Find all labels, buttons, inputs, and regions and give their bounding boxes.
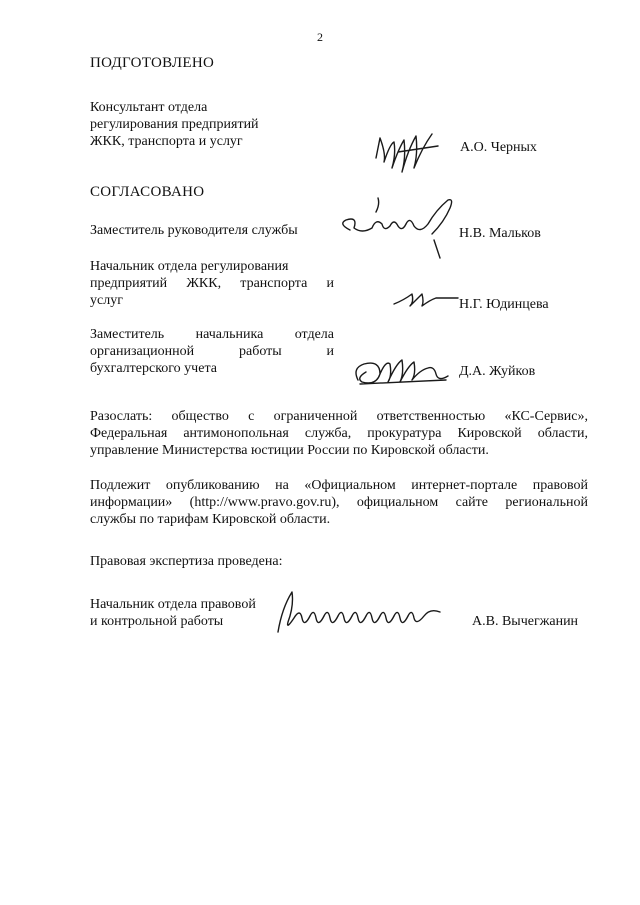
publication-paragraph (90, 477, 588, 528)
distribution-line: управление Министерства юстиции России по Кировской области. (90, 443, 489, 458)
prepared-name: А.О. Черных (460, 140, 537, 155)
agreed-position-line: услуг (90, 293, 123, 308)
prepared-heading: ПОДГОТОВЛЕНО (90, 55, 215, 71)
agreed-position-line: бухгалтерского учета (90, 361, 217, 376)
signature-vychegzhanin (264, 588, 444, 638)
prepared-position-line: регулирования предприятий (90, 117, 259, 132)
signature-chernykh (372, 128, 444, 174)
agreed-position-line: Заместитель руководителя службы (90, 223, 298, 238)
prepared-position (90, 99, 334, 150)
distribution-paragraph (90, 408, 588, 459)
distribution-line: Разослать: общество с ограниченной ответственностью «КС-Сервис», (90, 409, 588, 424)
agreed-name-2: Н.Г. Юдинцева (459, 297, 549, 312)
prepared-position-line: ЖКК, транспорта и услуг (90, 134, 243, 149)
signature-yudintseva (392, 290, 460, 310)
legal-review-name: А.В. Вычегжанин (472, 614, 579, 629)
agreed-position-line: предприятий ЖКК, транспорта и (90, 276, 334, 291)
agreed-position-line: Заместитель начальника отдела (90, 327, 334, 342)
signature-malkov (336, 194, 464, 260)
agreed-name-3: Д.А. Жуйков (459, 364, 536, 379)
agreed-name-1: Н.В. Мальков (459, 226, 541, 241)
legal-review-position-line: Начальник отдела правовой (90, 597, 256, 612)
prepared-position-line: Консультант отдела (90, 100, 208, 115)
page-number: 2 (317, 30, 323, 44)
agreed-position-3 (90, 326, 334, 377)
publication-line: службы по тарифам Кировской области. (90, 512, 331, 527)
publication-line: информации» (http://www.pravo.gov.ru), официальном сайте региональной (90, 495, 588, 510)
publication-line: Подлежит опубликованию на «Официальном интернет-портале правовой (90, 478, 588, 493)
agreed-heading: СОГЛАСОВАНО (90, 184, 205, 200)
distribution-line: Федеральная антимонопольная служба, прокуратура Кировской области, (90, 426, 588, 441)
legal-review-position-line: и контрольной работы (90, 614, 224, 629)
agreed-position-1 (90, 222, 350, 239)
signature-zhuykov (350, 352, 454, 392)
agreed-position-2 (90, 258, 334, 309)
agreed-position-line: организационной работы и (90, 344, 334, 359)
agreed-position-line: Начальник отдела регулирования (90, 259, 289, 274)
legal-review-heading: Правовая экспертиза проведена: (90, 554, 283, 569)
